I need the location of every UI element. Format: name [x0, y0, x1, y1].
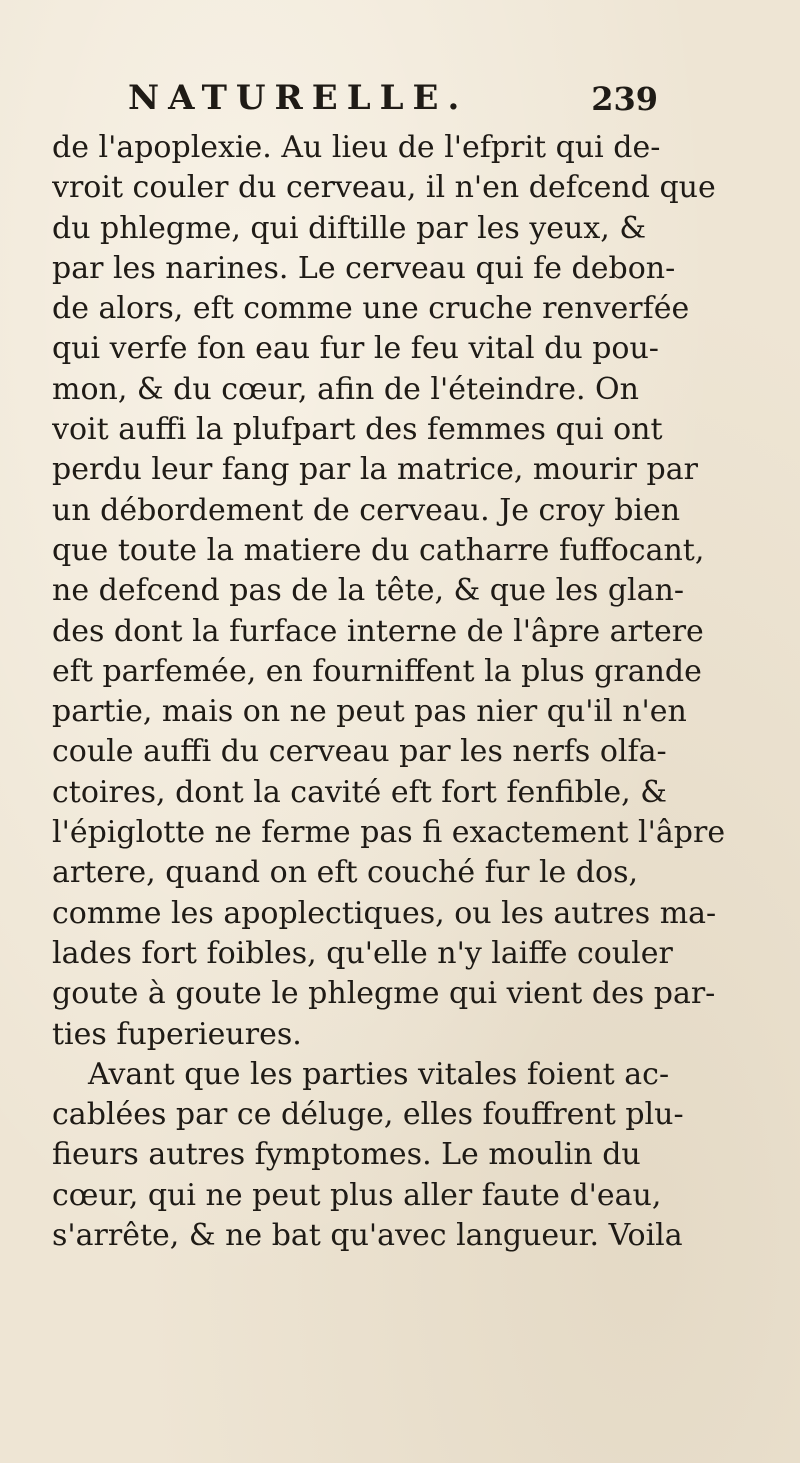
text-line: comme les apoplectiques, ou les autres ma- [52, 895, 717, 931]
text-line: mon, & du cœur, afin de l'éteindre. On [52, 371, 639, 407]
page-number: 239 [591, 80, 658, 118]
text-line: voit auffi la plufpart des femmes qui ont [52, 412, 663, 448]
text-line: qui verfe fon eau fur le feu vital du pou- [52, 331, 659, 367]
text-line: vroit couler du cerveau, il n'en defcend que [52, 170, 716, 206]
text-line: lades fort foibles, qu'elle n'y laiffe couler [52, 935, 673, 971]
text-line: ties fuperieures. [52, 1016, 302, 1052]
text-line: coule auffi du cerveau par les nerfs olfa- [52, 734, 667, 770]
body-text [52, 128, 762, 1256]
text-line: du phlegme, qui diftille par les yeux, & [52, 210, 647, 246]
text-line: perdu leur fang par la matrice, mourir par [52, 452, 698, 488]
text-line: eft parfemée, en fourniffent la plus grande [52, 653, 702, 689]
text-line: par les narines. Le cerveau qui fe debon- [52, 250, 676, 286]
text-line: un débordement de cerveau. Je croy bien [52, 492, 681, 528]
text-line: s'arrête, & ne bat qu'avec langueur. Voila [52, 1218, 683, 1254]
text-line: cœur, qui ne peut plus aller faute d'eau, [52, 1177, 662, 1213]
text-line: fieurs autres fymptomes. Le moulin du [52, 1137, 641, 1173]
text-line: l'épiglotte ne ferme pas fi exactement l'âpre [52, 815, 726, 851]
text-line: cablées par ce déluge, elles fouffrent plu- [52, 1097, 684, 1133]
text-line: de alors, eft comme une cruche renverfée [52, 291, 690, 327]
text-line: des dont la furface interne de l'âpre artere [52, 613, 704, 649]
text-line: ne defcend pas de la tête, & que les glan- [52, 573, 684, 609]
text-line: artere, quand on eft couché fur le dos, [52, 855, 639, 891]
text-line: que toute la matiere du catharre fuffocant, [52, 532, 705, 568]
text-line: ctoires, dont la cavité eft fort fenfible, & [52, 774, 667, 810]
page-header [128, 78, 658, 118]
running-title: NATURELLE. [128, 78, 469, 118]
text-line: partie, mais on ne peut pas nier qu'il n'en [52, 694, 687, 730]
text-line: goute à goute le phlegme qui vient des par- [52, 976, 716, 1012]
text-line: de l'apoplexie. Au lieu de l'efprit qui de- [52, 130, 661, 165]
paragraph-start-line: Avant que les parties vitales foient ac- [88, 1056, 670, 1092]
